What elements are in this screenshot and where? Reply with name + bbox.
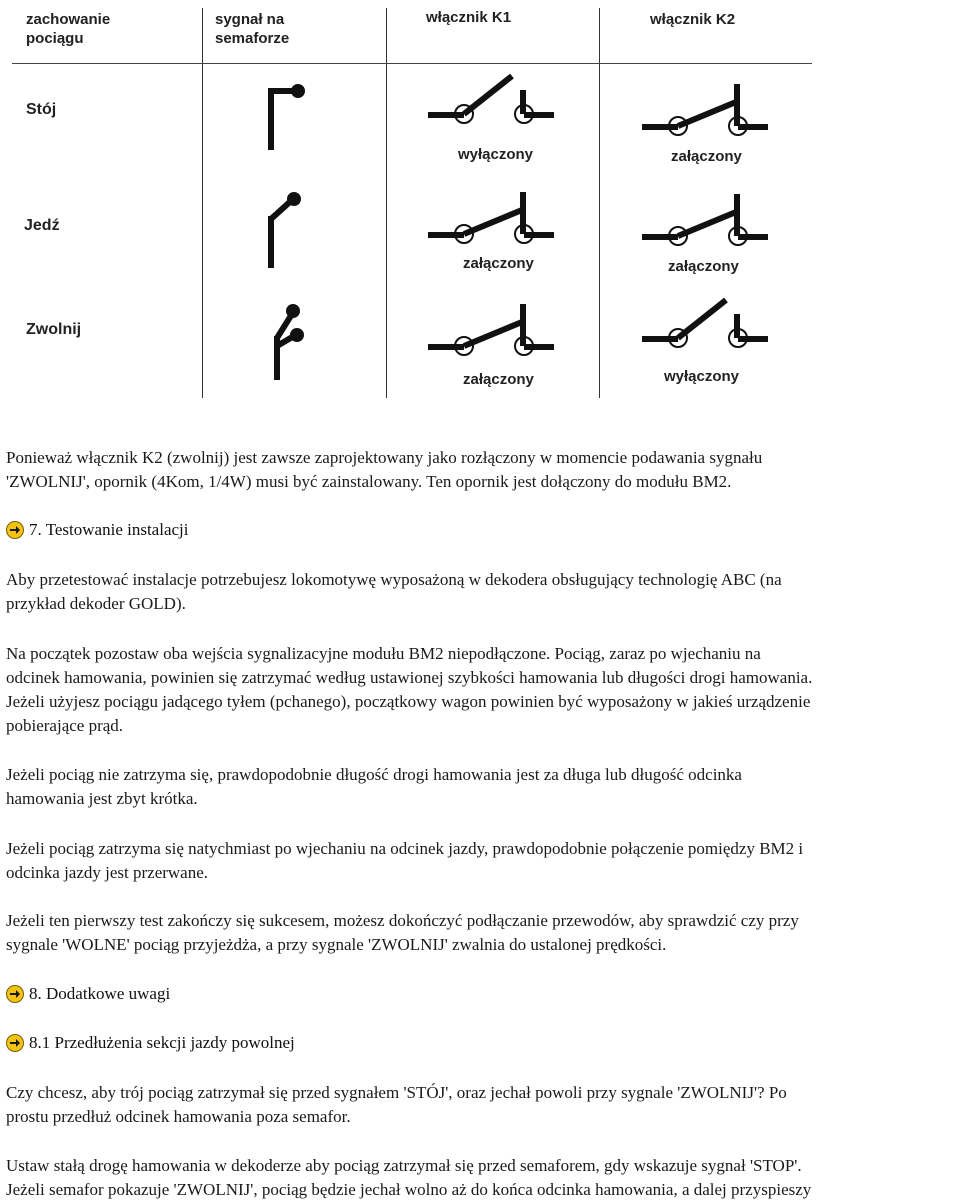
- semaphore-go-icon: [262, 190, 312, 270]
- header-switch-k2: włącznik K2: [650, 11, 736, 28]
- arrow-right-circle-icon: [6, 1034, 24, 1052]
- section-heading-7-label: 7. Testowanie instalacji: [29, 520, 189, 539]
- paragraph-immediate-stop: Jeżeli pociąg zatrzyma się natychmiast po wjechaniu na odcinek jazdy, prawdopodobnie połączenie pomiędzy BM2 i odcinka jazdy jest przerwane.: [6, 839, 804, 882]
- switch-k1-stop-label: wyłączony: [458, 146, 534, 163]
- row-label-go: Jedź: [24, 217, 60, 234]
- switch-k2-stop-icon: [640, 80, 780, 142]
- section-heading-8-1: [6, 1031, 295, 1055]
- paragraph-extend-section: Czy chcesz, aby trój pociąg zatrzymał się przed sygnałem 'STÓJ', oraz jechał powoli przy sygnale 'ZWOLNIJ'? Po prostu przedłuż odcinek hamowania poza semafor.: [6, 1083, 787, 1126]
- switch-k2-slow-label: wyłączony: [664, 368, 740, 385]
- header-signal: sygnał na semaforze: [215, 11, 290, 47]
- signal-switch-table: [12, 0, 812, 400]
- arrow-right-circle-icon: [6, 521, 24, 539]
- section-heading-8-label: 8. Dodatkowe uwagi: [29, 984, 171, 1003]
- semaphore-slow-icon: [264, 300, 314, 382]
- paragraph-test-requirements: Aby przetestować instalacje potrzebujesz lokomotywę wyposażoną w dekodera obsługujący technologię ABC (na przykład dekoder GOLD).: [6, 570, 782, 613]
- switch-k2-go-icon: [640, 190, 780, 252]
- paragraph-braking-setting: Ustaw stałą drogę hamowania w dekoderze aby pociąg zatrzymał się przed semaforem, gdy wskazuje sygnał 'STOP'. Jeżeli semafor pokazuje 'ZWOLNIJ', pociąg będzie jechał wolno aż do końca odcinka hamowania, a dalej przyspieszy: [6, 1156, 812, 1199]
- semaphore-stop-icon: [262, 80, 312, 152]
- row-label-slow: Zwolnij: [26, 321, 82, 338]
- paragraph-test-start: Na początek pozostaw oba wejścia sygnalizacyjne modułu BM2 niepodłączone. Pociąg, zaraz po wjechaniu na odcinek hamowania, powinien się zatrzymać według ustawionej szybkości hamowania lub długości drogi hamowania. Jeżeli użyjesz pociągu jadącego tyłem (pchanego), początkowy wagon powinien być wyposażony w jakieś urządzenie pobierające prąd.: [6, 644, 813, 735]
- column-divider: [202, 8, 203, 398]
- column-divider: [599, 8, 600, 398]
- paragraph-test-success: Jeżeli ten pierwszy test zakończy się sukcesem, możesz dokończyć podłączanie przewodów, aby sprawdzić czy przy sygnale 'WOLNE' pociąg przyjeżdża, a przy sygnale 'ZWOLNIJ' zwalnia do ustalonej prędkości.: [6, 911, 799, 954]
- switch-k1-stop-icon: [420, 70, 560, 132]
- column-divider: [386, 8, 387, 398]
- switch-k2-stop-label: załączony: [671, 148, 742, 165]
- arrow-right-circle-icon: [6, 985, 24, 1003]
- header-switch-k1: włącznik K1: [426, 9, 512, 26]
- header-train-behavior: zachowanie pociągu: [26, 11, 111, 47]
- switch-k1-slow-icon: [420, 300, 560, 362]
- row-label-stop: Stój: [26, 101, 57, 118]
- switch-k2-go-label: załączony: [668, 258, 739, 275]
- section-heading-8: [6, 982, 170, 1006]
- header-divider: [12, 63, 812, 64]
- switch-k1-go-label: załączony: [463, 255, 534, 272]
- switch-k1-go-icon: [420, 188, 560, 250]
- section-heading-8-1-label: 8.1 Przedłużenia sekcji jazdy powolnej: [29, 1033, 295, 1052]
- paragraph-no-stop: Jeżeli pociąg nie zatrzyma się, prawdopodobnie długość drogi hamowania jest za długa lub długość odcinka hamowania jest zbyt krótka.: [6, 765, 742, 808]
- switch-k2-slow-icon: [640, 294, 780, 356]
- switch-k1-slow-label: załączony: [463, 371, 534, 388]
- section-heading-7: [6, 518, 188, 542]
- paragraph-resistor-note: Ponieważ włącznik K2 (zwolnij) jest zawsze zaprojektowany jako rozłączony w momencie podawania sygnału 'ZWOLNIJ', opornik (4Kom, 1/4W) musi być zainstalowany. Ten opornik jest dołączony do modułu BM2.: [6, 448, 763, 491]
